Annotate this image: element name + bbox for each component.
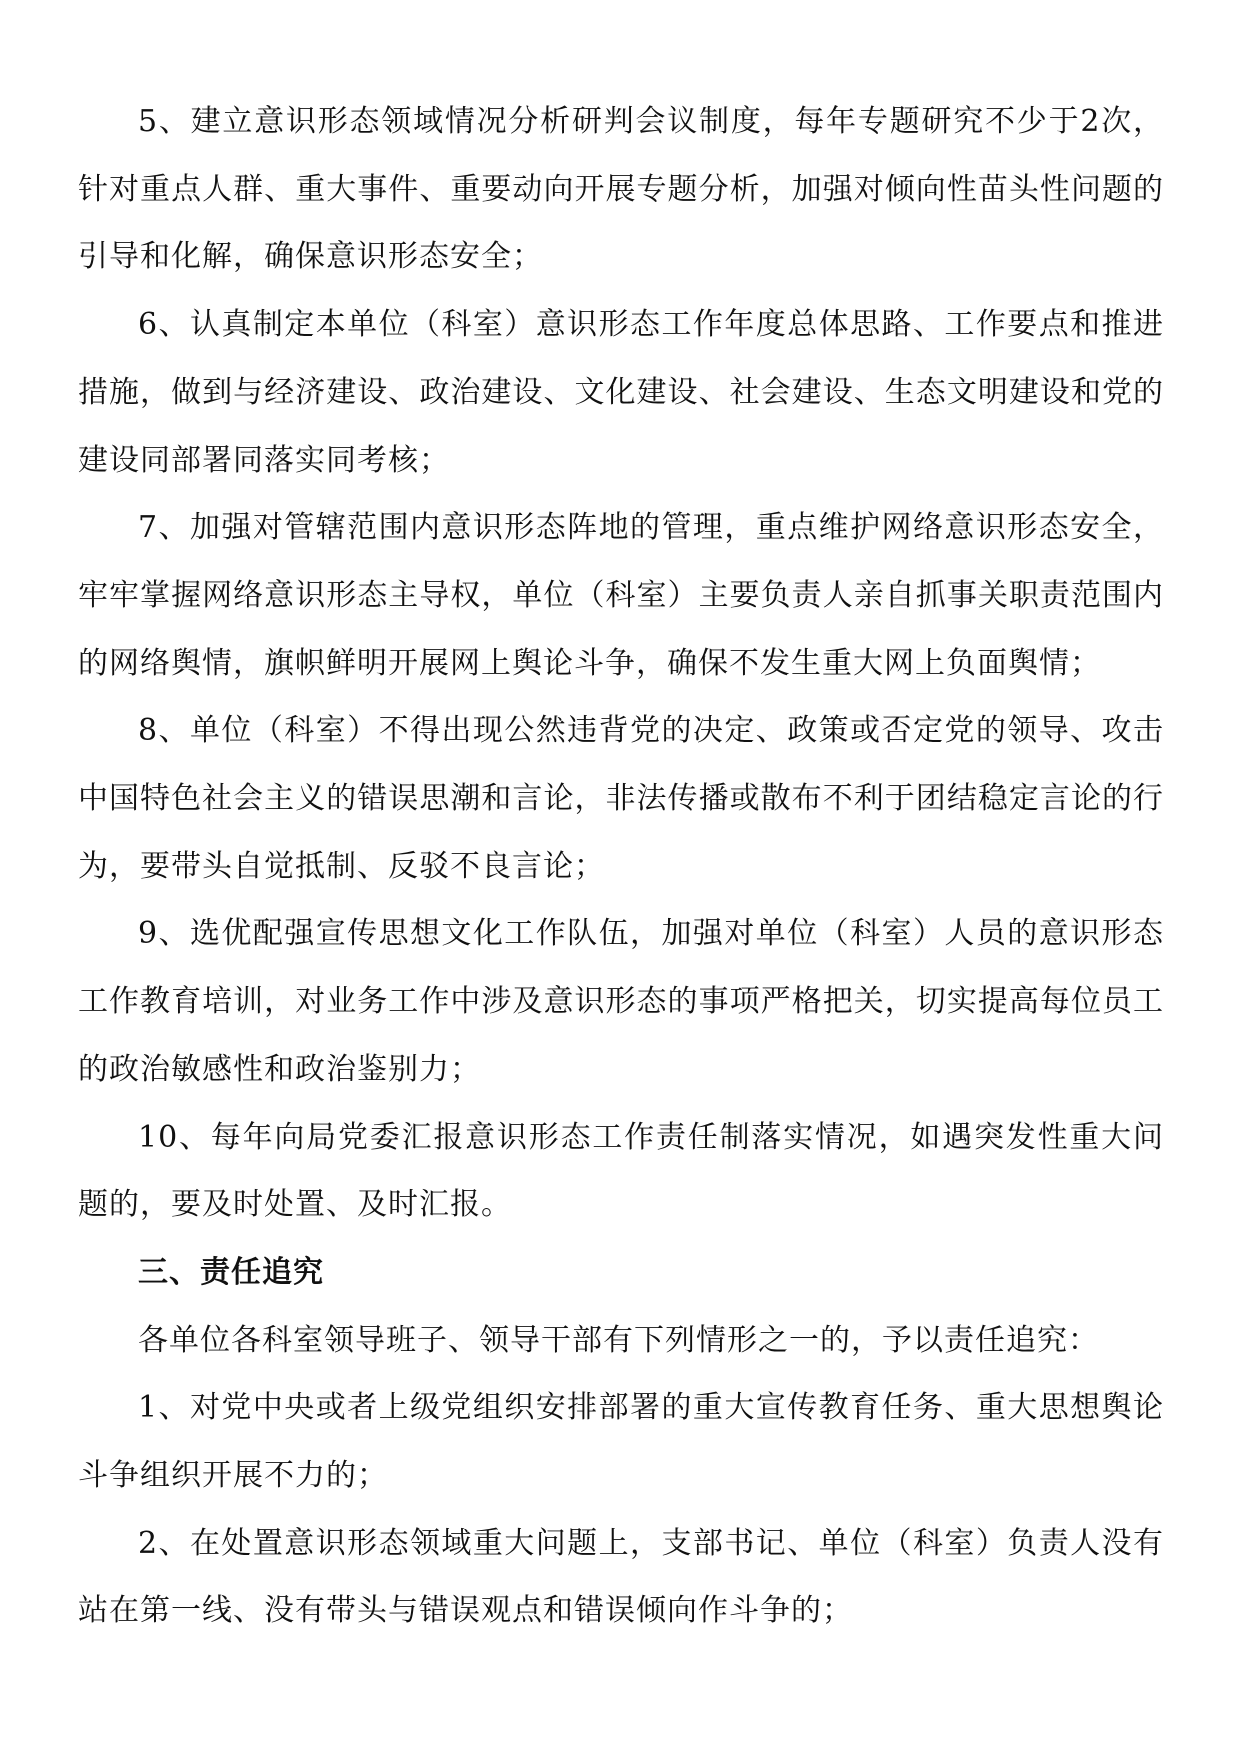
paragraph-accountability-1: 1、对党中央或者上级党组织安排部署的重大宣传教育任务、重大思想舆论斗争组织开展不力的； (78, 1390, 1164, 1494)
paragraph-item-5: 5、建立意识形态领域情况分析研判会议制度，每年专题研究不少于2次，针对重点人群、重大事件、重要动向开展专题分析，加强对倾向性苗头性问题的引导和化解，确保意识形态安全； (78, 104, 1164, 275)
paragraph-item-10: 10、每年向局党委汇报意识形态工作责任制落实情况，如遇突发性重大问题的，要及时处置、及时汇报。 (78, 1119, 1164, 1223)
paragraph-accountability-2: 2、在处置意识形态领域重大问题上，支部书记、单位（科室）负责人没有站在第一线、没有带头与错误观点和错误倾向作斗争的； (78, 1525, 1164, 1629)
paragraph-item-7: 7、加强对管辖范围内意识形态阵地的管理，重点维护网络意识形态安全，牢牢掌握网络意识形态主导权，单位（科室）主要负责人亲自抓事关职责范围内的网络舆情，旗帜鲜明开展网上舆论斗争，确保不发生重大网上负面舆情； (78, 510, 1164, 681)
paragraph-item-8: 8、单位（科室）不得出现公然违背党的决定、政策或否定党的领导、攻击中国特色社会主义的错误思潮和言论，非法传播或散布不利于团结稳定言论的行为，要带头自觉抵制、反驳不良言论； (78, 713, 1164, 884)
section-heading-accountability: 三、责任追究 (138, 1254, 324, 1290)
paragraph-intro: 各单位各科室领导班子、领导干部有下列情形之一的，予以责任追究： (138, 1322, 1099, 1358)
paragraph-item-9: 9、选优配强宣传思想文化工作队伍，加强对单位（科室）人员的意识形态工作教育培训，对业务工作中涉及意识形态的事项严格把关，切实提高每位员工的政治敏感性和政治鉴别力； (78, 916, 1164, 1087)
paragraph-item-6: 6、认真制定本单位（科室）意识形态工作年度总体思路、工作要点和推进措施，做到与经济建设、政治建设、文化建设、社会建设、生态文明建设和党的建设同部署同落实同考核； (78, 307, 1164, 478)
